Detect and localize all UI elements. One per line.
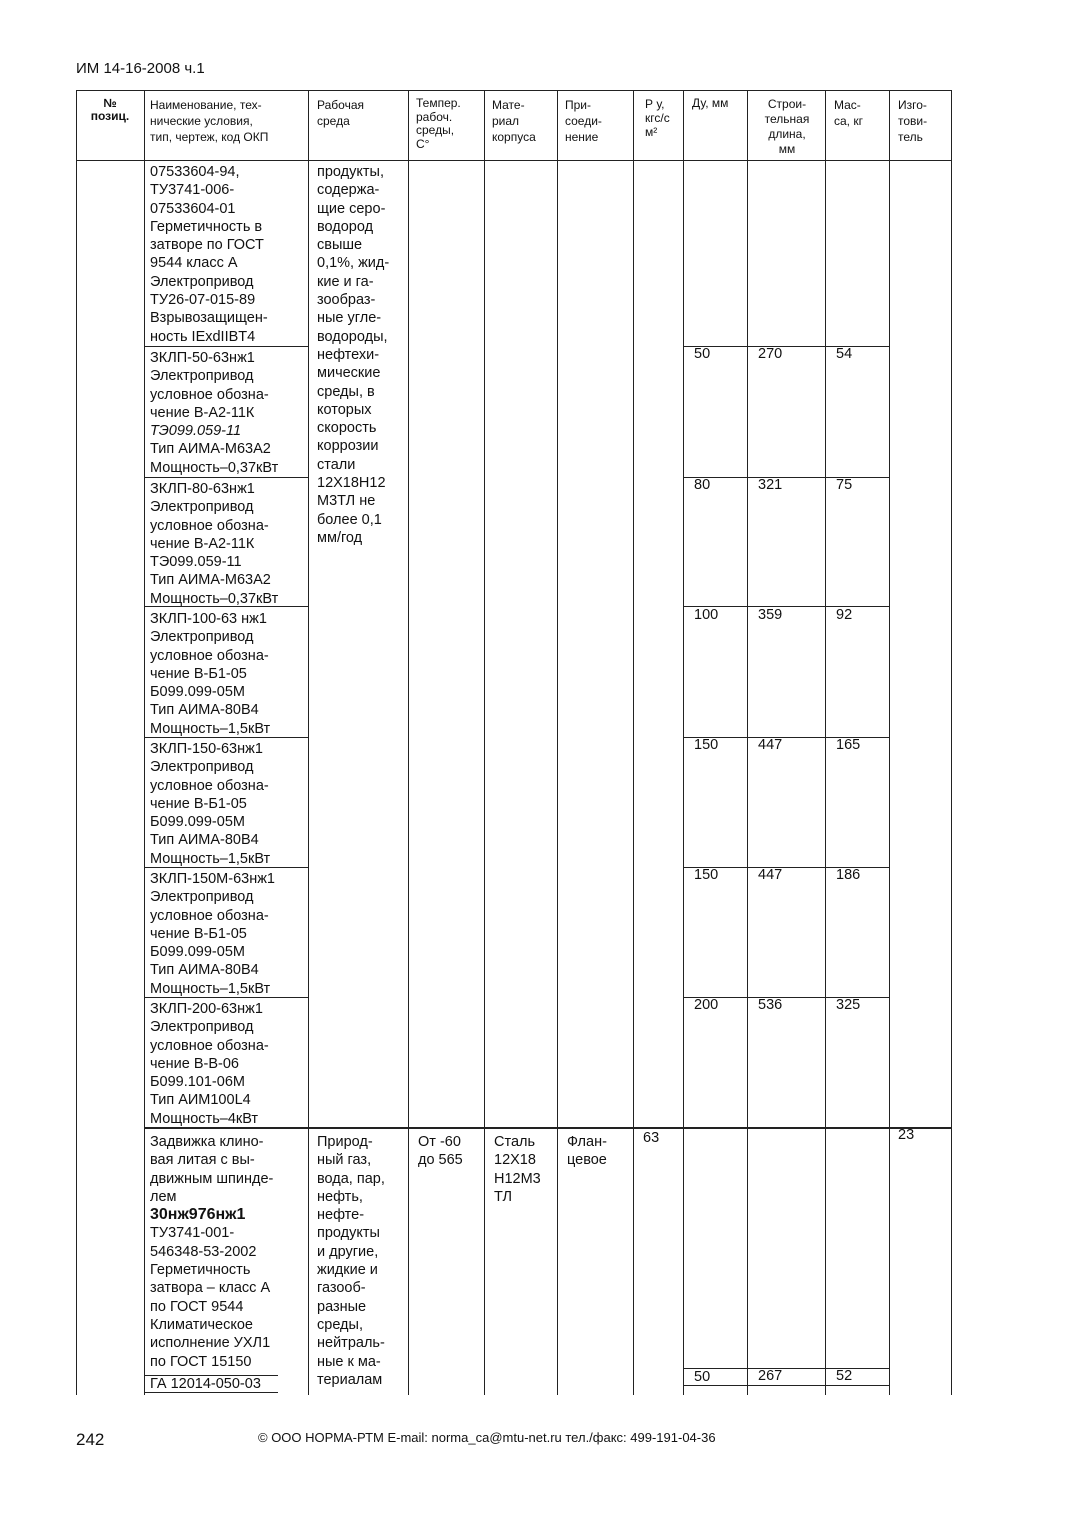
item-name: ЗКЛП-200-63нж1 Электропривод условное обозна- чение В-В-06 Б099.101-06М Тип АИМ100L4 Мощность–4кВт <box>150 1001 269 1127</box>
header-medium: Рабочая среда <box>317 98 364 128</box>
row-separator <box>144 346 308 347</box>
item-name: ЗКЛП-80-63нж1 Электропривод условное обозна- чение В-А2-11К ТЭ099.059-11 Тип АИМА-М63А2 Мощность–0,37кВт <box>150 481 279 607</box>
column-border <box>825 90 826 1395</box>
dn-value: 150 <box>694 867 719 883</box>
mass-value: 75 <box>836 477 853 493</box>
table-top-border <box>76 90 952 91</box>
item-name <box>150 349 278 477</box>
column-border <box>408 90 409 1395</box>
footer-copyright: © ООО НОРМА-РТМ E-mail: norma_ca@mtu-net.ru тел./факс: 499-191-04-36 <box>258 1430 716 1445</box>
dn-value: 100 <box>694 607 719 623</box>
dn-value: 50 <box>694 1369 711 1385</box>
length-value: 447 <box>758 867 783 883</box>
column-border <box>76 90 77 1395</box>
valve-medium: Природ- ный газ, вода, пар, нефть, нефте- продукты и другие, жидкие и газооб- разные среды, нейтраль- ные к ма- териалам <box>317 1134 385 1388</box>
length-value: 267 <box>758 1368 783 1384</box>
item-name: ЗКЛП-150М-63нж1 Электропривод условное обозна- чение В-Б1-05 Б099.099-05М Тип АИМА-80В4 Мощность–1,5кВт <box>150 871 275 997</box>
mass-value: 186 <box>836 867 861 883</box>
mass-value: 92 <box>836 607 853 623</box>
column-border <box>308 90 309 1395</box>
valve-pressure: 63 <box>643 1130 660 1146</box>
mass-value: 325 <box>836 997 861 1013</box>
mass-value: 54 <box>836 346 853 362</box>
column-border <box>683 90 684 1395</box>
column-border <box>889 90 890 1395</box>
medium-text: продукты, содержа- щие серо- водород свыше 0,1%, жид- кие и га- зообраз- ные угле- водороды, нефтехи- мические среды, в которых скорость коррозии стали 12Х18Н12 М3ТЛ не более 0,1 мм/год <box>317 164 390 546</box>
continuation-text: 07533604-94, ТУ3741-006- 07533604-01 Герметичность в затворе по ГОСТ 9544 класс А Электропривод ТУ26-07-015-89 Взрывозащищен- ность IExdIIBT4 <box>150 164 268 345</box>
header-bottom-border <box>76 160 952 161</box>
column-border <box>557 90 558 1395</box>
page-number: 242 <box>76 1430 105 1449</box>
dn-value: 50 <box>694 346 711 362</box>
column-border <box>951 90 952 1395</box>
dn-value: 80 <box>694 477 711 493</box>
item-name-italic: ТЭ099.059-11 <box>150 423 242 440</box>
row-separator <box>683 1385 889 1386</box>
header-mass: Мас- са, кг <box>834 98 863 128</box>
mass-value: 52 <box>836 1368 853 1384</box>
length-value: 447 <box>758 737 783 753</box>
row-separator <box>683 346 889 347</box>
length-value: 359 <box>758 607 783 623</box>
valve-description: Задвижка клино- вая литая с вы- движным шпинде- лем <box>150 1134 274 1205</box>
header-name: Наименование, тех- нические условия, тип, чертеж, код ОКП <box>150 98 269 144</box>
header-dn: Ду, мм <box>692 96 729 110</box>
length-value: 321 <box>758 477 783 493</box>
column-border <box>484 90 485 1395</box>
item-name: ЗКЛП-100-63 нж1 Электропривод условное обозна- чение В-Б1-05 Б099.099-05М Тип АИМА-80В4 Мощность–1,5кВт <box>150 611 271 737</box>
row-separator <box>144 477 308 478</box>
column-border <box>144 90 145 1395</box>
valve-model: 30нж976нж1 <box>150 1206 246 1224</box>
valve-temperature: От -60 до 565 <box>418 1134 463 1169</box>
header-temperature: Темпер. рабоч. среды, С° <box>416 96 461 151</box>
document-code: ИМ 14-16-2008 ч.1 <box>76 60 205 77</box>
valve-manufacturer: 23 <box>898 1127 915 1143</box>
valve-name <box>150 1133 273 1371</box>
header-length: Строи- тельная длина, мм <box>764 97 810 156</box>
row-separator <box>683 1368 889 1369</box>
dn-value: 200 <box>694 997 719 1013</box>
sub-item-name: ГА 12014-050-03 <box>150 1376 261 1392</box>
length-value: 536 <box>758 997 783 1013</box>
header-material: Мате- риал корпуса <box>492 98 536 144</box>
valve-connection: Флан- цевое <box>567 1134 607 1169</box>
item-name-text: ЗКЛП-50-63нж1 Электропривод условное обозна- чение В-А2-11К <box>150 350 269 421</box>
mass-value: 165 <box>836 737 861 753</box>
row-separator <box>683 477 889 478</box>
item-name: ЗКЛП-150-63нж1 Электропривод условное обозна- чение В-Б1-05 Б099.099-05М Тип АИМА-80В4 Мощность–1,5кВт <box>150 741 271 867</box>
dn-value: 150 <box>694 737 719 753</box>
header-position: № позиц. <box>90 96 130 123</box>
header-connection: При- соеди- нение <box>565 98 602 144</box>
header-manufacturer: Изго- тови- тель <box>898 98 928 144</box>
item-name-tail: Тип АИМА-М63А2 Мощность–0,37кВт <box>150 441 279 476</box>
length-value: 270 <box>758 346 783 362</box>
column-border <box>633 90 634 1395</box>
column-border <box>747 90 748 1395</box>
valve-details: ТУ3741-001- 546348-53-2002 Герметичность затвора – класс А по ГОСТ 9544 Климатическое исполнение УХЛ1 по ГОСТ 15150 <box>150 1225 271 1370</box>
valve-material: Сталь 12Х18 Н12М3 ТЛ <box>494 1134 541 1205</box>
header-pressure: Р у, кгс/с м² <box>645 97 670 139</box>
